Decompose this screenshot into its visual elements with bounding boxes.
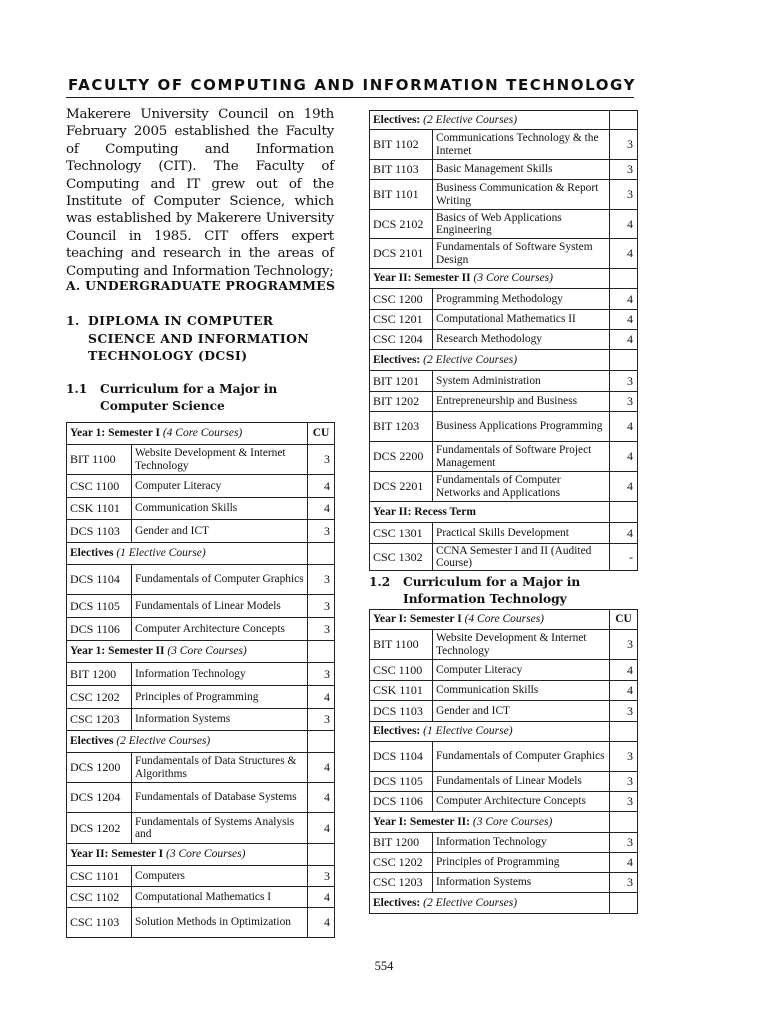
- course-name: Basic Management Skills: [433, 160, 610, 180]
- course-code: BIT 1200: [67, 663, 132, 686]
- section-header-label: Electives:: [373, 896, 421, 909]
- course-name: Computers: [132, 866, 308, 887]
- course-code: CSC 1203: [67, 709, 132, 731]
- course-name: Basics of Web Applications Engineering: [433, 210, 610, 239]
- section-header-note: (2 Elective Courses): [423, 113, 518, 126]
- section-header-note: (3 Core Courses): [166, 848, 246, 861]
- course-name: Fundamentals of Computer Networks and Applications: [433, 472, 610, 502]
- course-name: Fundamentals of Software System Design: [433, 239, 610, 269]
- cu-header-cell: [308, 543, 335, 565]
- credit-units: 4: [308, 753, 335, 783]
- course-code: DCS 2102: [370, 210, 433, 239]
- table-row: [67, 595, 335, 618]
- course-code: CSC 1200: [370, 289, 433, 310]
- section-header-label: Year II: Semester II: [373, 272, 471, 285]
- table-row: [67, 618, 335, 641]
- credit-units: 3: [308, 565, 335, 595]
- table-row: [67, 908, 335, 938]
- course-code: BIT 1200: [370, 833, 433, 853]
- table-row: [370, 330, 638, 350]
- course-code: CSC 1103: [67, 908, 132, 938]
- page-number: 554: [374, 959, 394, 973]
- course-name: Fundamentals of Systems Analysis and: [132, 813, 308, 844]
- course-name: Practical Skills Development: [433, 523, 610, 544]
- course-code: BIT 1102: [370, 130, 433, 160]
- credit-units: 4: [610, 660, 638, 681]
- course-code: BIT 1203: [370, 412, 433, 442]
- table-section-header: [67, 844, 335, 866]
- table-row: [370, 742, 638, 772]
- credit-units: 3: [308, 709, 335, 731]
- credit-units: 4: [610, 330, 638, 350]
- course-code: DCS 1104: [370, 742, 433, 772]
- course-code: BIT 1202: [370, 392, 433, 412]
- course-name: Research Methodology: [433, 330, 610, 350]
- credit-units: 4: [308, 475, 335, 498]
- course-name: Business Applications Programming: [433, 412, 610, 442]
- section-1-1-heading: [66, 381, 338, 415]
- section-1-text: DIPLOMA IN COMPUTER SCIENCE AND INFORMATION TECHNOLOGY (DCSI): [88, 313, 309, 363]
- course-name: Fundamentals of Database Systems: [132, 783, 308, 813]
- course-name: Information Systems: [132, 709, 308, 731]
- table-row: [370, 442, 638, 472]
- cu-header-cell: [610, 722, 638, 742]
- table-row: [67, 663, 335, 686]
- credit-units: 4: [610, 523, 638, 544]
- table-section-header: [67, 641, 335, 663]
- section-header-cell: [370, 350, 610, 371]
- credit-units: 4: [610, 853, 638, 873]
- course-name: Principles of Programming: [132, 686, 308, 709]
- table-row: [370, 472, 638, 502]
- credit-units: 4: [610, 412, 638, 442]
- credit-units: 3: [308, 618, 335, 641]
- section-header-cell: [370, 610, 610, 630]
- table-row: [370, 523, 638, 544]
- table-row: [370, 180, 638, 210]
- section-header-cell: [370, 269, 610, 289]
- section-header-label: Year I: Semester I: [373, 613, 462, 626]
- page-title: FACULTY OF COMPUTING AND INFORMATION TECHNOLOGY: [68, 76, 637, 94]
- cu-header-cell: CU: [308, 423, 335, 445]
- section-1-1-text: Curriculum for a Major in Computer Science: [100, 382, 278, 413]
- section-1-heading: [66, 312, 336, 365]
- course-code: DCS 1105: [67, 595, 132, 618]
- cu-header-cell: [308, 844, 335, 866]
- section-header-cell: [370, 722, 610, 742]
- section-header-label: Year I: Semester II:: [373, 815, 470, 828]
- course-code: DCS 1104: [67, 565, 132, 595]
- course-code: BIT 1100: [370, 630, 433, 660]
- table-section-header: [370, 812, 638, 833]
- section-1-number: 1.: [66, 313, 80, 328]
- credit-units: 4: [610, 239, 638, 269]
- table-row: [370, 289, 638, 310]
- course-name: Computational Mathematics I: [132, 887, 308, 908]
- course-name: Communication Skills: [433, 681, 610, 701]
- credit-units: 4: [610, 210, 638, 239]
- section-header-label: Year 1: Semester II: [70, 645, 165, 658]
- section-header-cell: [67, 641, 308, 663]
- course-name: System Administration: [433, 371, 610, 392]
- table-row: [370, 772, 638, 792]
- course-name: Gender and ICT: [132, 520, 308, 543]
- section-header-cell: [67, 844, 308, 866]
- course-name: Computer Architecture Concepts: [132, 618, 308, 641]
- course-name: Information Technology: [433, 833, 610, 853]
- table-row: [370, 544, 638, 571]
- cu-empty-cell: [610, 502, 638, 523]
- cu-header-cell: [308, 731, 335, 753]
- course-code: BIT 1201: [370, 371, 433, 392]
- credit-units: 3: [610, 701, 638, 722]
- course-code: CSC 1101: [67, 866, 132, 887]
- table-row: [370, 210, 638, 239]
- section-1-2-text: Curriculum for a Major in Information Technology: [403, 575, 581, 606]
- course-name: Programming Methodology: [433, 289, 610, 310]
- course-code: CSC 1301: [370, 523, 433, 544]
- credit-units: 4: [308, 887, 335, 908]
- course-code: CSC 1302: [370, 544, 433, 571]
- table-section-header: [370, 722, 638, 742]
- course-name: Computer Literacy: [433, 660, 610, 681]
- section-header-cell: [67, 423, 308, 445]
- table-row: [370, 792, 638, 812]
- section-header-label: Electives: [70, 547, 114, 560]
- section-header-label: Year II: Recess Term: [373, 505, 476, 518]
- course-code: DCS 1105: [370, 772, 433, 792]
- course-code: CSK 1101: [67, 498, 132, 520]
- section-header-note: (4 Core Courses): [464, 613, 544, 626]
- course-code: DCS 1106: [67, 618, 132, 641]
- table-section-header: [67, 731, 335, 753]
- table-row: [370, 681, 638, 701]
- course-name: CCNA Semester I and II (Audited Course): [433, 544, 610, 571]
- credit-units: 3: [610, 392, 638, 412]
- course-code: BIT 1100: [67, 445, 132, 475]
- table-row: [370, 392, 638, 412]
- credit-units: -: [610, 544, 638, 571]
- cu-header-cell: [610, 269, 638, 289]
- it-curriculum-table: [369, 609, 638, 914]
- credit-units: 4: [610, 472, 638, 502]
- table-section-header: [67, 423, 335, 445]
- course-name: Computational Mathematics II: [433, 310, 610, 330]
- table-row: [370, 660, 638, 681]
- section-header-note: (2 Elective Courses): [423, 353, 518, 366]
- course-name: Fundamentals of Computer Graphics: [132, 565, 308, 595]
- section-header-cell: [370, 111, 610, 130]
- course-code: DCS 1103: [370, 701, 433, 722]
- course-code: CSC 1100: [67, 475, 132, 498]
- table-row: [370, 239, 638, 269]
- table-row: [67, 813, 335, 844]
- section-header-label: Electives:: [373, 353, 421, 366]
- title-rule: [66, 97, 634, 98]
- section-header-note: (3 Core Courses): [167, 645, 247, 658]
- course-code: BIT 1103: [370, 160, 433, 180]
- course-name: Website Development & Internet Technology: [132, 445, 308, 475]
- course-code: CSK 1101: [370, 681, 433, 701]
- course-code: CSC 1204: [370, 330, 433, 350]
- table-row: [67, 498, 335, 520]
- section-header-note: (2 Elective Courses): [423, 896, 518, 909]
- table-row: [67, 709, 335, 731]
- table-section-header: [67, 543, 335, 565]
- section-header-cell: [370, 812, 610, 833]
- cu-header-cell: [308, 641, 335, 663]
- table-row: [370, 630, 638, 660]
- table-row: [370, 833, 638, 853]
- table-section-header: [370, 111, 638, 130]
- table-row: [370, 160, 638, 180]
- course-name: Information Technology: [132, 663, 308, 686]
- section-header-label: Electives:: [373, 725, 421, 738]
- credit-units: 3: [610, 130, 638, 160]
- course-code: DCS 1204: [67, 783, 132, 813]
- credit-units: 3: [610, 792, 638, 812]
- table-row: [370, 371, 638, 392]
- cu-header-cell: [610, 111, 638, 130]
- course-name: Fundamentals of Linear Models: [132, 595, 308, 618]
- credit-units: 3: [308, 866, 335, 887]
- course-code: CSC 1100: [370, 660, 433, 681]
- credit-units: 4: [308, 908, 335, 938]
- table-section-header: [370, 269, 638, 289]
- credit-units: 3: [610, 772, 638, 792]
- table-section-header: [370, 350, 638, 371]
- credit-units: 4: [308, 813, 335, 844]
- credit-units: 4: [308, 783, 335, 813]
- table-row: [67, 520, 335, 543]
- table-section-header: [370, 610, 638, 630]
- credit-units: 4: [610, 681, 638, 701]
- section-header-note: (2 Elective Courses): [116, 735, 211, 748]
- section-header-label: Electives:: [373, 113, 421, 126]
- table-row: [370, 853, 638, 873]
- course-name: Computer Architecture Concepts: [433, 792, 610, 812]
- course-name: Entrepreneurship and Business: [433, 392, 610, 412]
- course-code: CSC 1102: [67, 887, 132, 908]
- section-header-cell: [370, 502, 610, 523]
- cs-curriculum-table: [66, 422, 335, 938]
- section-header-note: (1 Elective Course): [423, 725, 513, 738]
- intro-paragraph: Makerere University Council on 19th February 2005 established the Faculty of Computing and Information Technology (CIT). The Faculty of Computing and IT grew out of the Institute of Computer Science, which was established by Makerere University Council in 1985. CIT offers expert teaching and research in the areas of Computing and Information Technology;: [66, 107, 334, 279]
- course-name: Communication Skills: [132, 498, 308, 520]
- course-name: Computer Literacy: [132, 475, 308, 498]
- section-header-cell: [67, 543, 308, 565]
- course-code: CSC 1203: [370, 873, 433, 893]
- course-code: DCS 2200: [370, 442, 433, 472]
- section-header-cell: [370, 893, 610, 914]
- credit-units: 3: [610, 160, 638, 180]
- credit-units: 3: [610, 742, 638, 772]
- course-code: CSC 1202: [370, 853, 433, 873]
- table-row: [370, 412, 638, 442]
- table-row: [370, 873, 638, 893]
- course-code: DCS 1103: [67, 520, 132, 543]
- course-name: Gender and ICT: [433, 701, 610, 722]
- course-name: Principles of Programming: [433, 853, 610, 873]
- table-row: [67, 866, 335, 887]
- table-row: [67, 686, 335, 709]
- course-code: DCS 2101: [370, 239, 433, 269]
- table-row: [370, 310, 638, 330]
- section-header-label: Electives: [70, 735, 114, 748]
- course-name: Fundamentals of Computer Graphics: [433, 742, 610, 772]
- section-1-2-heading: [369, 574, 637, 608]
- credit-units: 3: [610, 833, 638, 853]
- course-name: Business Communication & Report Writing: [433, 180, 610, 210]
- section-header-label: Year 1: Semester I: [70, 427, 160, 440]
- section-header-note: (3 Core Courses): [473, 272, 553, 285]
- course-code: CSC 1201: [370, 310, 433, 330]
- course-code: BIT 1101: [370, 180, 433, 210]
- credit-units: 4: [610, 442, 638, 472]
- table-row: [67, 753, 335, 783]
- section-1-2-number: 1.2: [369, 575, 391, 589]
- credit-units: 4: [610, 310, 638, 330]
- course-code: DCS 1200: [67, 753, 132, 783]
- cu-header-cell: [610, 893, 638, 914]
- credit-units: 3: [610, 180, 638, 210]
- credit-units: 3: [308, 520, 335, 543]
- course-name: Information Systems: [433, 873, 610, 893]
- credit-units: 3: [610, 630, 638, 660]
- table-row: [370, 130, 638, 160]
- table-section-header: [370, 893, 638, 914]
- course-name: Solution Methods in Optimization: [132, 908, 308, 938]
- credit-units: 3: [308, 595, 335, 618]
- section-header-note: (1 Elective Course): [116, 547, 206, 560]
- course-name: Fundamentals of Linear Models: [433, 772, 610, 792]
- course-code: DCS 2201: [370, 472, 433, 502]
- section-header-note: (4 Core Courses): [162, 427, 243, 440]
- credit-units: 3: [308, 445, 335, 475]
- table-row: [67, 475, 335, 498]
- table-section-header: [370, 502, 638, 523]
- table-row: [67, 887, 335, 908]
- credit-units: 3: [308, 663, 335, 686]
- cu-header-cell: [610, 812, 638, 833]
- course-code: CSC 1202: [67, 686, 132, 709]
- table-row: [67, 565, 335, 595]
- credit-units: 4: [308, 498, 335, 520]
- credit-units: 3: [610, 873, 638, 893]
- course-code: DCS 1106: [370, 792, 433, 812]
- section-header-label: Year II: Semester I: [70, 848, 164, 861]
- course-name: Fundamentals of Data Structures & Algorithms: [132, 753, 308, 783]
- credit-units: 4: [308, 686, 335, 709]
- course-code: DCS 1202: [67, 813, 132, 844]
- table-row: [370, 701, 638, 722]
- cu-header-cell: CU: [610, 610, 638, 630]
- section-1-1-number: 1.1: [66, 382, 88, 396]
- cu-header-cell: [610, 350, 638, 371]
- section-a-heading: A. UNDERGRADUATE PROGRAMMES: [66, 278, 336, 293]
- section-header-note: (3 Core Courses): [472, 815, 553, 828]
- course-name: Website Development & Internet Technology: [433, 630, 610, 660]
- table-row: [67, 783, 335, 813]
- credit-units: 3: [610, 371, 638, 392]
- section-header-cell: [67, 731, 308, 753]
- course-name: Fundamentals of Software Project Management: [433, 442, 610, 472]
- credit-units: 4: [610, 289, 638, 310]
- table-row: [67, 445, 335, 475]
- cs-curriculum-continued-table: [369, 110, 638, 571]
- course-name: Communications Technology & the Internet: [433, 130, 610, 160]
